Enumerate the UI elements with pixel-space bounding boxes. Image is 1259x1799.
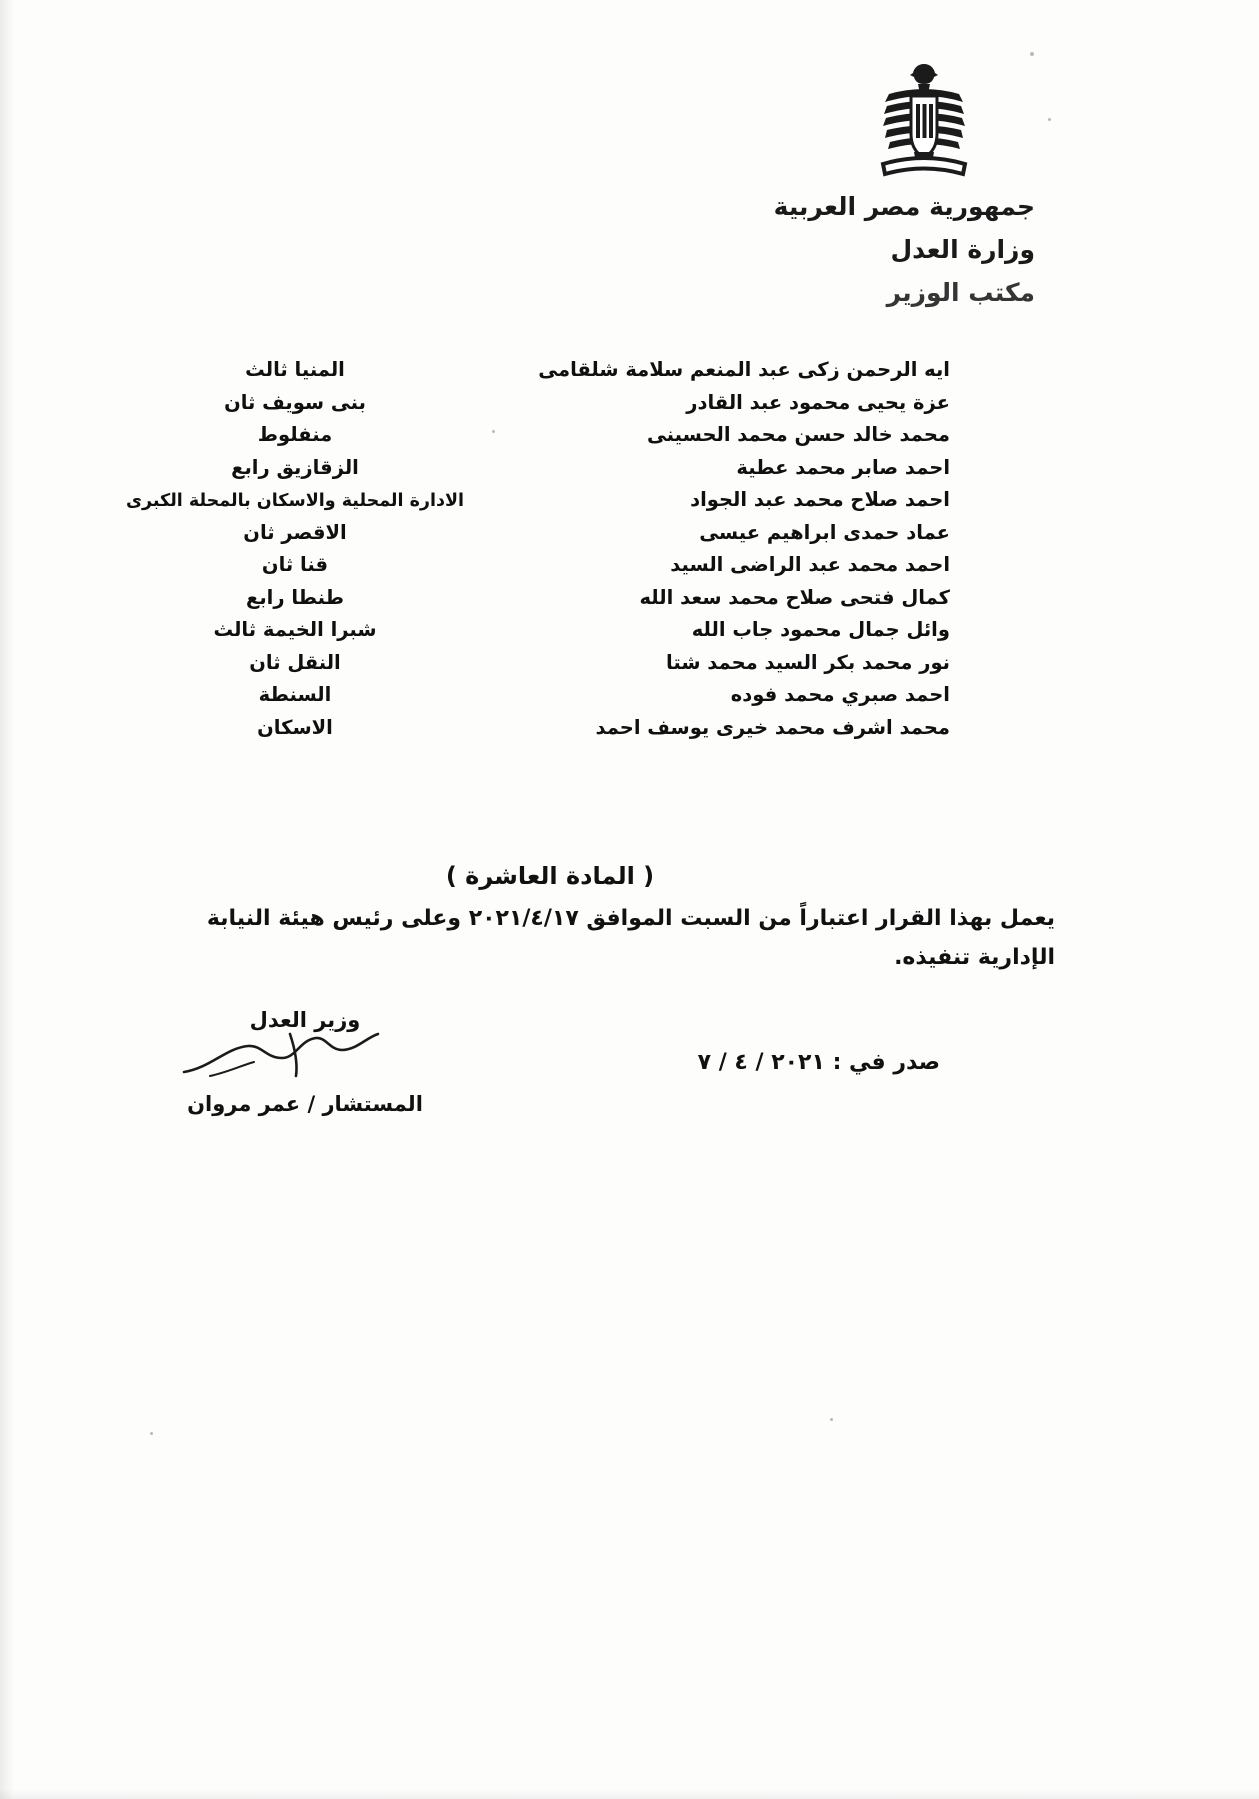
handwritten-signature-icon xyxy=(160,1032,450,1090)
person-name: محمد اشرف محمد خيرى يوسف احمد xyxy=(595,715,950,739)
signature-block xyxy=(160,1008,450,1116)
person-name: وائل جمال محمود جاب الله xyxy=(691,618,950,641)
table-row xyxy=(120,683,960,706)
post-name: الزقازيق رابع xyxy=(231,455,359,479)
post-name: قنا ثان xyxy=(261,553,329,576)
signature-name: المستشار / عمر مروان xyxy=(187,1092,423,1116)
person-name: ايه الرحمن زكى عبد المنعم سلامة شلقامى xyxy=(538,358,950,381)
table-row xyxy=(120,553,960,576)
scan-speck xyxy=(830,1418,833,1421)
table-row xyxy=(120,488,960,511)
post-name: بنى سويف ثان xyxy=(224,390,366,414)
post-name: الاقصر ثان xyxy=(243,520,347,544)
issued-date: صدر في : ٢٠٢١ / ٤ / ٧ xyxy=(697,1050,940,1075)
eagle-emblem-icon xyxy=(869,60,979,185)
person-name: عزة يحيى محمود عبد القادر xyxy=(686,390,950,414)
table-row xyxy=(120,618,960,641)
signature-title: وزير العدل xyxy=(249,1008,361,1032)
header-country: جمهورية مصر العربية xyxy=(773,192,1035,221)
table-row xyxy=(120,586,960,609)
person-name: احمد صلاح محمد عبد الجواد xyxy=(690,488,950,511)
post-name: شبرا الخيمة ثالث xyxy=(213,618,377,641)
person-name: احمد صابر محمد عطية xyxy=(736,455,950,479)
person-name: احمد صبري محمد فوده xyxy=(730,683,950,706)
scan-speck xyxy=(1030,52,1034,56)
post-name: طنطا رابع xyxy=(246,585,344,609)
names-table xyxy=(120,358,960,748)
post-name: المنيا ثالث xyxy=(245,358,345,381)
scan-edge-bottom xyxy=(0,1789,1259,1799)
scan-speck xyxy=(150,1432,153,1435)
header-office: مكتب الوزير xyxy=(886,277,1035,307)
table-row xyxy=(120,358,960,381)
post-name: منفلوط xyxy=(257,423,333,446)
table-row xyxy=(120,423,960,446)
header-ministry: وزارة العدل xyxy=(890,234,1035,264)
document-header xyxy=(0,188,1035,312)
scan-speck xyxy=(1048,118,1051,121)
table-row xyxy=(120,521,960,544)
post-name: الادارة المحلية والاسكان بالمحلة الكبرى xyxy=(125,491,465,511)
post-name: السنطة xyxy=(258,683,332,706)
person-name: محمد خالد حسن محمد الحسينى xyxy=(646,423,950,446)
post-name: الاسكان xyxy=(257,715,333,739)
person-name: نور محمد بكر السيد محمد شتا xyxy=(666,650,950,674)
person-name: كمال فتحى صلاح محمد سعد الله xyxy=(639,585,950,609)
table-row xyxy=(120,716,960,739)
table-row xyxy=(120,456,960,479)
article-body: يعمل بهذا القرار اعتباراً من السبت الموافق ٢٠٢١/٤/١٧ وعلى رئيس هيئة النيابة الإدارية تنفيذه. xyxy=(206,906,1055,970)
person-name: عماد حمدى ابراهيم عيسى xyxy=(699,520,950,544)
table-row xyxy=(120,651,960,674)
table-row xyxy=(120,391,960,414)
post-name: النقل ثان xyxy=(249,650,341,674)
person-name: احمد محمد عبد الراضى السيد xyxy=(670,553,950,576)
article-title: ( المادة العاشرة ) xyxy=(445,862,655,890)
